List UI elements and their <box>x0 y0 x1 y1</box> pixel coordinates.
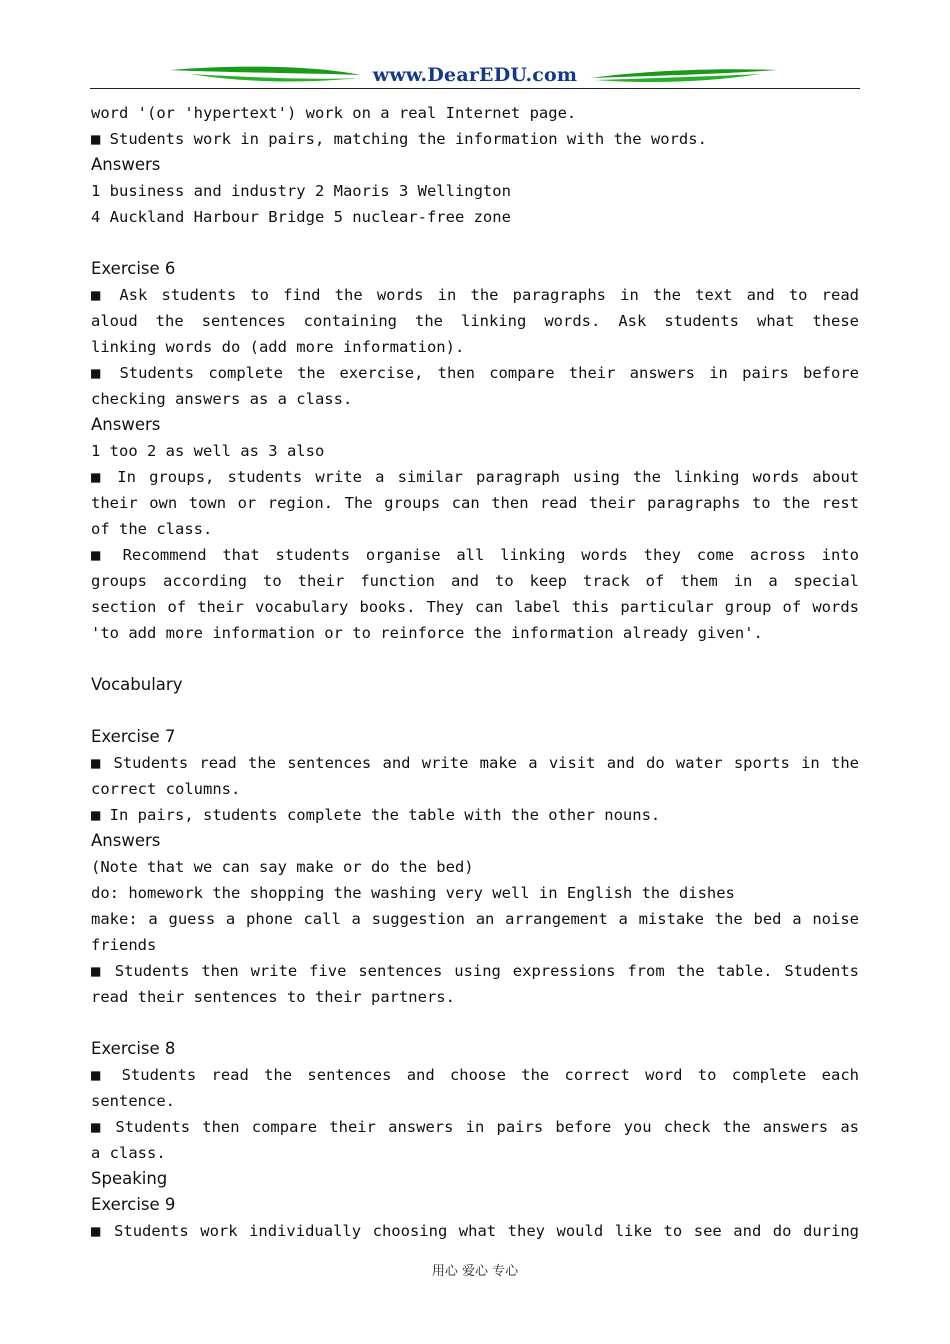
text-line: ■ In groups, students write a similar paragraph using the linking words about <box>91 468 859 486</box>
section-heading: Exercise 8 <box>91 1039 176 1058</box>
text-line: aloud the sentences containing the linking words. Ask students what these <box>91 312 859 330</box>
text-line: ■ In pairs, students complete the table with the other nouns. <box>91 806 661 824</box>
document-body <box>91 100 859 1244</box>
text-line: linking words do (add more information). <box>91 338 465 356</box>
text-line: correct columns. <box>91 780 241 798</box>
text-line: do: homework the shopping the washing very well in English the dishes <box>91 884 735 902</box>
text-line: a class. <box>91 1144 166 1162</box>
blank-line <box>91 698 859 724</box>
text-line: ■ Students read the sentences and choose the correct word to complete each <box>91 1066 859 1084</box>
text-line: their own town or region. The groups can then read their paragraphs to the rest <box>91 494 859 512</box>
text-line: word '(or 'hypertext') work on a real Internet page. <box>91 104 577 122</box>
text-line: ■ Ask students to find the words in the paragraphs in the text and to read <box>91 286 859 304</box>
section-heading: Exercise 9 <box>91 1195 176 1214</box>
text-line: friends <box>91 936 157 954</box>
text-line: ■ Recommend that students organise all linking words they come across into <box>91 546 859 564</box>
blank-line <box>91 1010 859 1036</box>
text-line: sentence. <box>91 1092 175 1110</box>
section-heading: Answers <box>91 831 161 850</box>
section-heading: Answers <box>91 155 161 174</box>
section-heading: Exercise 7 <box>91 727 176 746</box>
text-line: (Note that we can say make or do the bed) <box>91 858 474 876</box>
text-line: make: a guess a phone call a suggestion an arrangement a mistake the bed a noise <box>91 910 859 928</box>
text-line: 4 Auckland Harbour Bridge 5 nuclear-free zone <box>91 208 511 226</box>
page-footer: 用心 爱心 专心 <box>431 1264 519 1279</box>
text-line: ■ Students read the sentences and write make a visit and do water sports in the <box>91 754 859 772</box>
text-line: 1 business and industry 2 Maoris 3 Wellington <box>91 182 511 200</box>
text-line: ■ Students work individually choosing what they would like to see and do during <box>91 1222 859 1240</box>
text-line: checking answers as a class. <box>91 390 353 408</box>
text-line: read their sentences to their partners. <box>91 988 455 1006</box>
text-line: ■ Students then write five sentences using expressions from the table. Students <box>91 962 859 980</box>
text-line: ■ Students then compare their answers in pairs before you check the answers as <box>91 1118 859 1136</box>
text-line: section of their vocabulary books. They can label this particular group of words <box>91 598 859 616</box>
section-heading: Exercise 6 <box>91 259 176 278</box>
text-line: 'to add more information or to reinforce the information already given'. <box>91 624 763 642</box>
text-line: of the class. <box>91 520 213 538</box>
blank-line <box>91 646 859 672</box>
header-rule <box>90 88 860 89</box>
site-url: www.DearEDU.com <box>372 64 578 86</box>
section-heading: Speaking <box>91 1169 168 1188</box>
blank-line <box>91 230 859 256</box>
section-heading: Answers <box>91 415 161 434</box>
section-heading: Vocabulary <box>91 675 183 694</box>
text-line: groups according to their function and to keep track of them in a special <box>91 572 859 590</box>
page-header <box>90 62 860 90</box>
text-line: ■ Students work in pairs, matching the information with the words. <box>91 130 707 148</box>
text-line: ■ Students complete the exercise, then compare their answers in pairs before <box>91 364 859 382</box>
text-line: 1 too 2 as well as 3 also <box>91 442 325 460</box>
